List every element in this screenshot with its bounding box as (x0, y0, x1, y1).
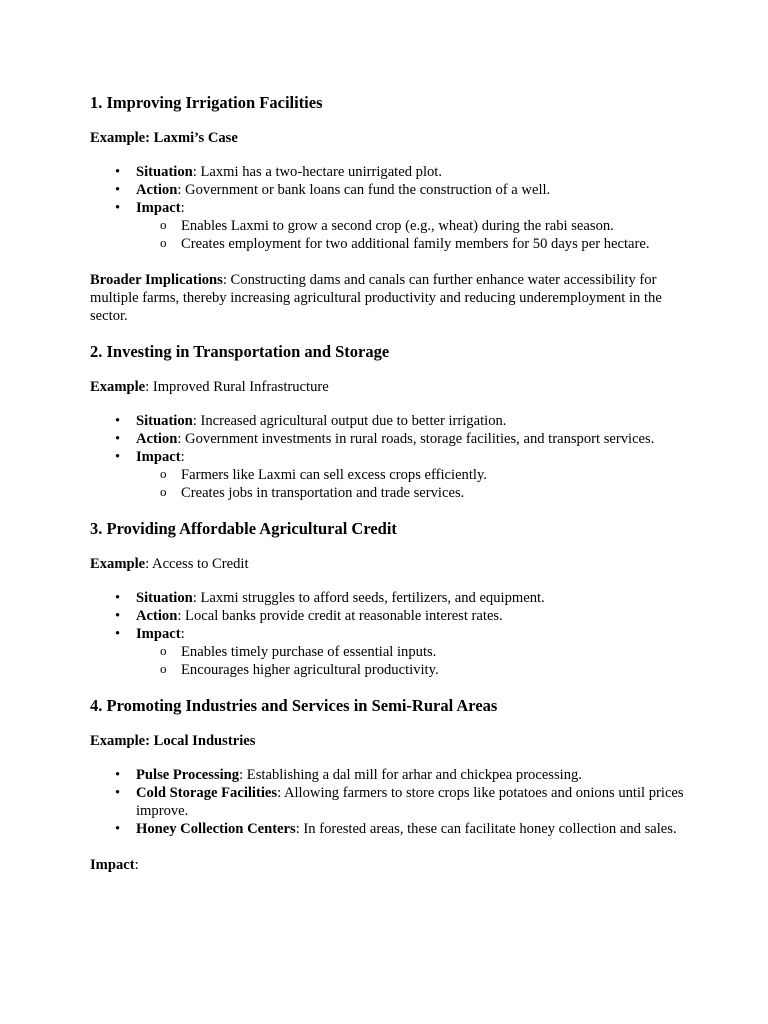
section-heading: 3. Providing Affordable Agricultural Credit (90, 519, 397, 538)
sub-list (136, 217, 690, 253)
example-line: Example: Laxmi’s Case (90, 130, 238, 146)
section-heading: 2. Investing in Transportation and Storage (90, 342, 390, 361)
section-heading: 1. Improving Irrigation Facilities (90, 93, 323, 112)
bullet-list (90, 766, 690, 838)
sub-list-item: o Encourages higher agricultural productivity. (136, 661, 690, 679)
sub-list (136, 466, 690, 502)
list-item: • Impact: o Farmers like Laxmi can sell excess crops efficiently. o Creates jobs in transportation and trade services. (90, 448, 690, 502)
sub-list-item: o Creates jobs in transportation and trade services. (136, 484, 690, 502)
list-item: • Impact: o Enables Laxmi to grow a second crop (e.g., wheat) during the rabi season. o Creates employment for two additional family members for 50 days per hectare. (90, 199, 690, 253)
sub-list-item: o Enables timely purchase of essential inputs. (136, 643, 690, 661)
sub-list-item: o Enables Laxmi to grow a second crop (e.g., wheat) during the rabi season. (136, 217, 690, 235)
section-heading: 4. Promoting Industries and Services in Semi-Rural Areas (90, 696, 498, 715)
example-line: Example: Improved Rural Infrastructure (90, 379, 329, 395)
list-item: • Action: Local banks provide credit at reasonable interest rates. (90, 607, 690, 625)
bullet-list (90, 589, 690, 679)
bullet-list (90, 412, 690, 502)
list-item: • Honey Collection Centers: In forested areas, these can facilitate honey collection and sales. (90, 820, 690, 838)
list-item: • Situation: Laxmi has a two-hectare unirrigated plot. (90, 163, 690, 181)
broader-implications: Broader Implications: Constructing dams and canals can further enhance water accessibility for multiple farms, thereby increasing agricultural productivity and reducing underemployment in the sector. (90, 272, 662, 324)
list-item: • Situation: Increased agricultural output due to better irrigation. (90, 412, 690, 430)
sub-list-item: o Creates employment for two additional family members for 50 days per hectare. (136, 235, 690, 253)
example-line: Example: Local Industries (90, 733, 256, 749)
bullet-list (90, 163, 690, 253)
example-line: Example: Access to Credit (90, 556, 249, 572)
list-item: • Impact: o Enables timely purchase of essential inputs. o Encourages higher agricultural productivity. (90, 625, 690, 679)
list-item: • Action: Government investments in rural roads, storage facilities, and transport services. (90, 430, 690, 448)
list-item: • Cold Storage Facilities: Allowing farmers to store crops like potatoes and onions until prices improve. (90, 784, 690, 820)
list-item: • Situation: Laxmi struggles to afford seeds, fertilizers, and equipment. (90, 589, 690, 607)
document-page (90, 92, 690, 874)
list-item: • Pulse Processing: Establishing a dal mill for arhar and chickpea processing. (90, 766, 690, 784)
list-item: • Action: Government or bank loans can fund the construction of a well. (90, 181, 690, 199)
impact-line: Impact: (90, 857, 139, 873)
sub-list-item: o Farmers like Laxmi can sell excess crops efficiently. (136, 466, 690, 484)
sub-list (136, 643, 690, 679)
